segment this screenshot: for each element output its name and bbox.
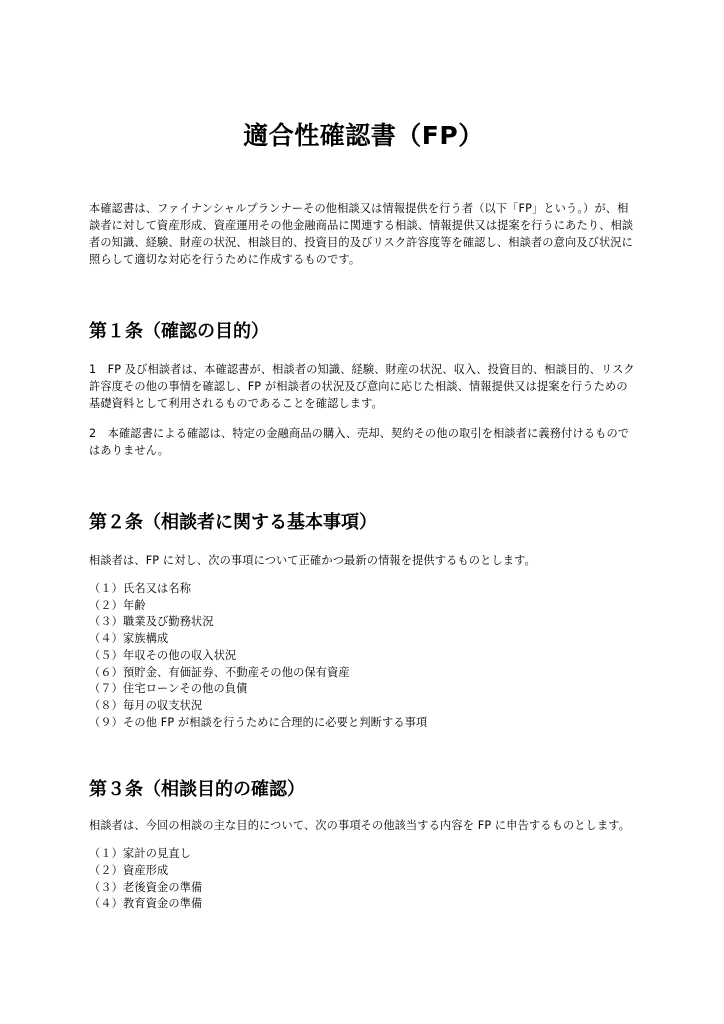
list-item: （７）住宅ローンその他の負債 [89, 682, 248, 696]
list-item: （３）職業及び勤務状況 [89, 615, 214, 629]
list-item: （２）資産形成 [89, 864, 169, 878]
document-title: 適合性確認書（FP） [243, 121, 484, 150]
section-3-paragraph: 相談者は、今回の相談の主な目的について、次の事項その他該当する内容を FP に申告するものとします。 [89, 819, 631, 833]
section-1 [89, 319, 638, 459]
list-item: （１）氏名又は名称 [89, 582, 192, 595]
section-2-item-list [89, 581, 638, 731]
section-2 [89, 510, 638, 731]
section-3-heading: 第３条（相談目的の確認） [89, 779, 305, 801]
list-item: （２）年齢 [89, 598, 146, 612]
list-item: （８）毎月の収支状況 [89, 698, 203, 712]
section-3 [89, 777, 638, 913]
list-item: （９）その他 FP が相談を行うために合理的に必要と判断する事項 [89, 715, 428, 729]
section-1-clause-2: 2 本確認書による確認は、特定の金融商品の購入、売却、契約その他の取引を相談者に義務付けるものではありません。 [89, 427, 630, 457]
section-1-clause-1: 1 FP 及び相談者は、本確認書が、相談者の知識、経験、財産の状況、収入、投資目的、相談目的、リスク許容度その他の事情を確認し、FP が相談者の状況及び意向に応じた相談、情報提供又は提案を行うための基礎資料として利用されるものであることを確認します。 [89, 363, 635, 410]
section-3-item-list [89, 846, 638, 913]
section-2-paragraph: 相談者は、FP に対し、次の事項について正確かつ最新の情報を提供するものとします。 [89, 554, 536, 567]
list-item: （５）年収その他の収入状況 [89, 648, 237, 662]
intro-paragraph: 本確認書は、ファイナンシャルプランナーその他相談又は情報提供を行う者（以下「FP」という。）が、相談者に対して資産形成、資産運用その他金融商品に関連する相談、情報提供又は提案を行うにあたり、相談者の知識、経験、財産の状況、相談目的、投資目的及びリスク許容度等を確認し、相談者の意向及び状況に照らして適切な対応を行うために作成するものです。 [89, 202, 634, 266]
list-item: （６）預貯金、有価証券、不動産その他の保有資産 [89, 665, 350, 679]
list-item: （３）老後資金の準備 [89, 880, 203, 894]
list-item: （４）教育資金の準備 [89, 897, 203, 911]
section-2-heading: 第２条（相談者に関する基本事項） [89, 512, 377, 533]
list-item: （１）家計の見直し [89, 847, 192, 861]
list-item: （４）家族構成 [89, 632, 169, 646]
section-1-heading: 第１条（確認の目的） [89, 321, 269, 342]
